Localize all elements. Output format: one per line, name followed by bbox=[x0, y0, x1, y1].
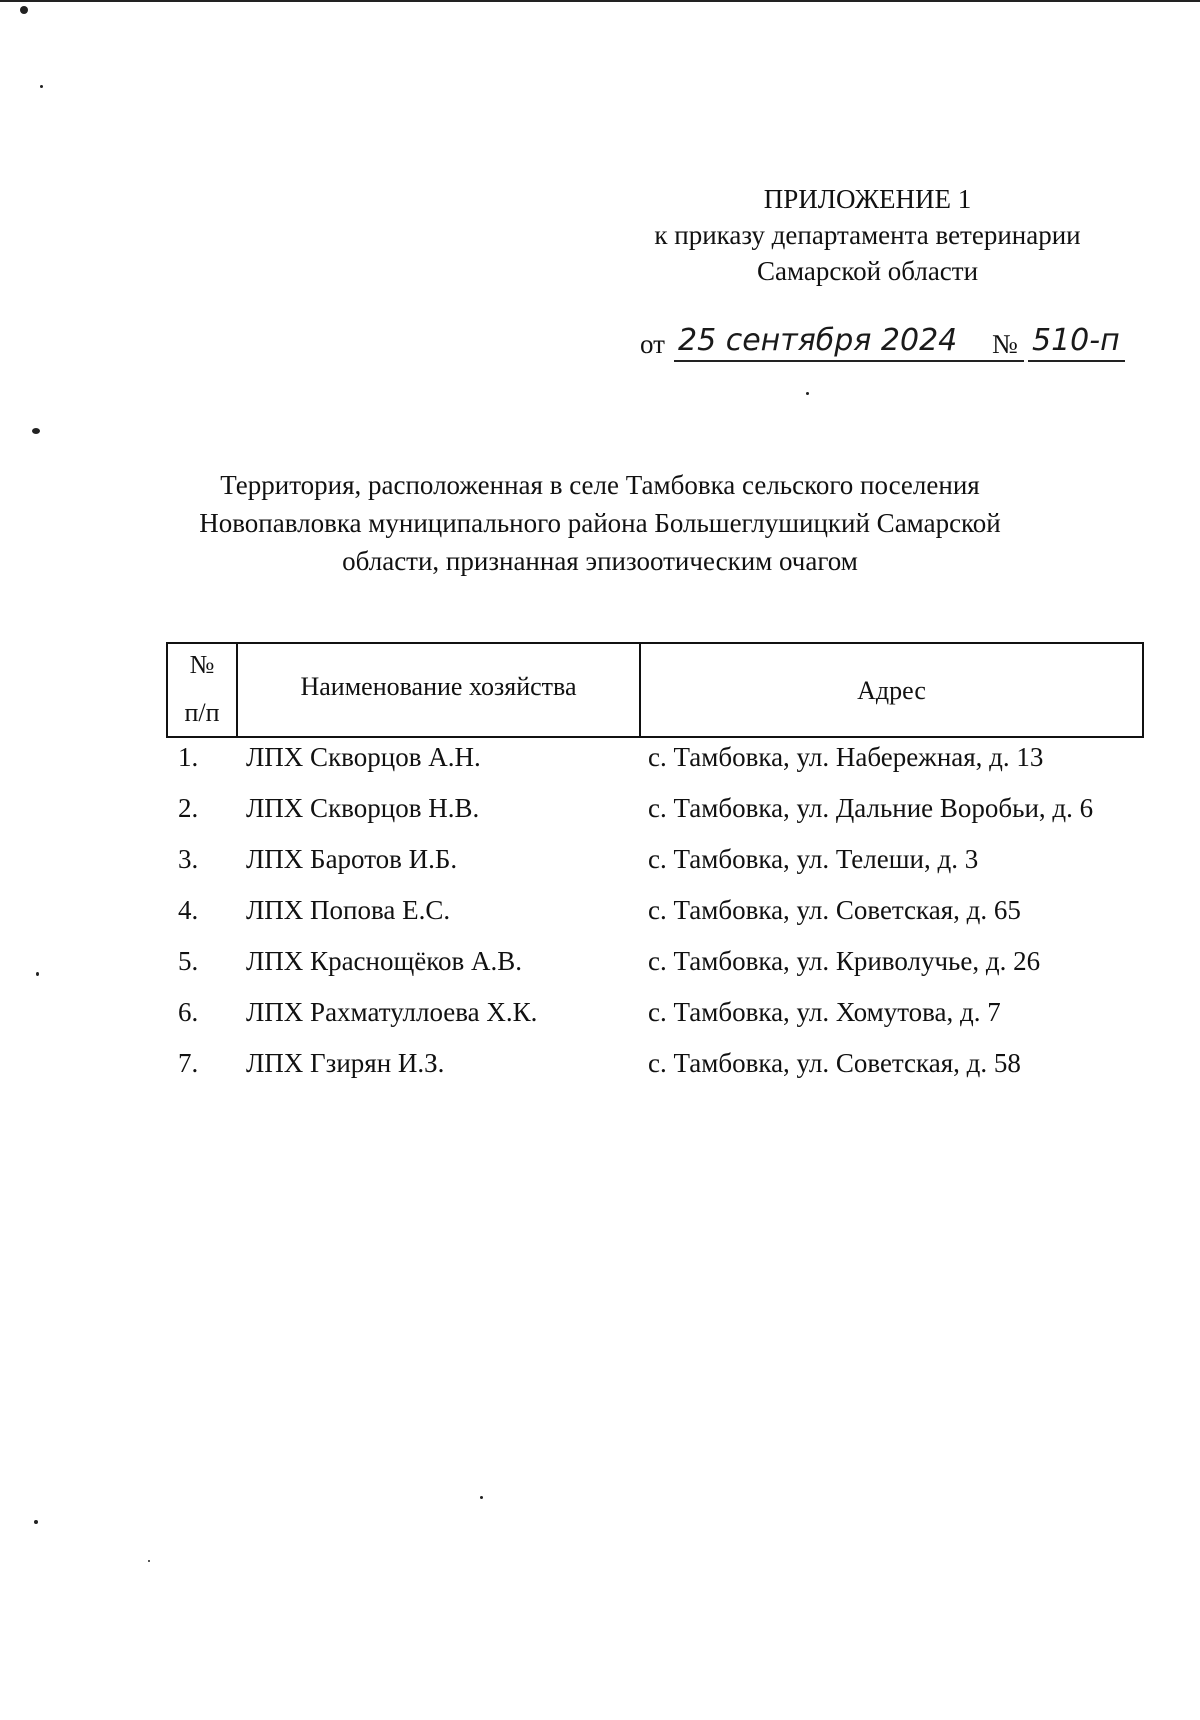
document-title-line: Территория, расположенная в селе Тамбовка сельского поселения bbox=[220, 470, 980, 500]
order-date-underline bbox=[674, 360, 1024, 362]
row-number: 6. bbox=[178, 997, 199, 1027]
scan-speck bbox=[34, 1520, 38, 1524]
row-farm-name: ЛПХ Рахматуллоева Х.К. bbox=[246, 997, 538, 1027]
row-number: 2. bbox=[178, 793, 199, 823]
order-reference-line bbox=[640, 322, 1125, 362]
header-address-label: Адрес bbox=[857, 676, 926, 705]
table-body bbox=[166, 738, 1144, 1095]
row-address: с. Тамбовка, ул. Советская, д. 58 bbox=[648, 1048, 1021, 1078]
table-row bbox=[166, 993, 1144, 1044]
scan-speck bbox=[20, 6, 28, 14]
row-number: 7. bbox=[178, 1048, 199, 1078]
order-number-handwritten: 510-п bbox=[1032, 323, 1120, 358]
row-farm-name: ЛПХ Попова Е.С. bbox=[246, 895, 451, 925]
row-address: с. Тамбовка, ул. Набережная, д. 13 bbox=[648, 742, 1044, 772]
row-address: с. Тамбовка, ул. Телеши, д. 3 bbox=[648, 844, 979, 874]
row-number: 4. bbox=[178, 895, 199, 925]
scan-speck bbox=[36, 972, 39, 976]
appendix-title: ПРИЛОЖЕНИЕ 1 bbox=[763, 184, 972, 214]
row-number: 1. bbox=[178, 742, 199, 772]
order-number-label: № bbox=[992, 329, 1018, 359]
row-farm-name: ЛПХ Краснощёков А.В. bbox=[246, 946, 523, 976]
scan-speck bbox=[806, 392, 809, 395]
row-address: с. Тамбовка, ул. Хомутова, д. 7 bbox=[648, 997, 1001, 1027]
row-farm-name: ЛПХ Скворцов Н.В. bbox=[246, 793, 480, 823]
row-farm-name: ЛПХ Гзирян И.З. bbox=[246, 1048, 445, 1078]
row-farm-name: ЛПХ Баротов И.Б. bbox=[246, 844, 458, 874]
scan-speck bbox=[148, 1560, 150, 1562]
document-title-line: области, признанная эпизоотическим очагом bbox=[342, 546, 858, 576]
row-farm-name: ЛПХ Скворцов А.Н. bbox=[246, 742, 481, 772]
header-name-cell bbox=[238, 644, 641, 736]
appendix-subtitle: к приказу департамента ветеринарии bbox=[654, 220, 1081, 250]
row-address: с. Тамбовка, ул. Советская, д. 65 bbox=[648, 895, 1021, 925]
table-row bbox=[166, 738, 1144, 789]
table-header bbox=[166, 642, 1144, 738]
row-number: 5. bbox=[178, 946, 199, 976]
table-row bbox=[166, 1044, 1144, 1095]
table-row bbox=[166, 789, 1144, 840]
header-number-symbol: № bbox=[189, 650, 215, 679]
row-address: с. Тамбовка, ул. Криволучье, д. 26 bbox=[648, 946, 1041, 976]
appendix-region: Самарской области bbox=[756, 256, 979, 286]
scan-speck bbox=[32, 428, 40, 434]
header-address-cell bbox=[641, 644, 1142, 736]
document-title bbox=[180, 466, 1020, 580]
order-from-label: от bbox=[640, 329, 665, 359]
order-date-handwritten: 25 сентября 2024 bbox=[678, 323, 958, 358]
table-row bbox=[166, 891, 1144, 942]
row-number: 3. bbox=[178, 844, 199, 874]
scan-speck bbox=[480, 1496, 483, 1499]
table-row bbox=[166, 840, 1144, 891]
header-number-abbrev: п/п bbox=[184, 698, 220, 727]
header-name-label: Наименование хозяйства bbox=[300, 672, 577, 701]
top-edge-rule bbox=[0, 0, 1200, 2]
scan-speck bbox=[40, 85, 43, 88]
document-title-line: Новопавловка муниципального района Большеглушицкий Самарской bbox=[199, 508, 1001, 538]
header-number-cell bbox=[168, 644, 238, 736]
table-row bbox=[166, 942, 1144, 993]
row-address: с. Тамбовка, ул. Дальние Воробьи, д. 6 bbox=[648, 793, 1094, 823]
order-number-underline bbox=[1028, 360, 1125, 362]
